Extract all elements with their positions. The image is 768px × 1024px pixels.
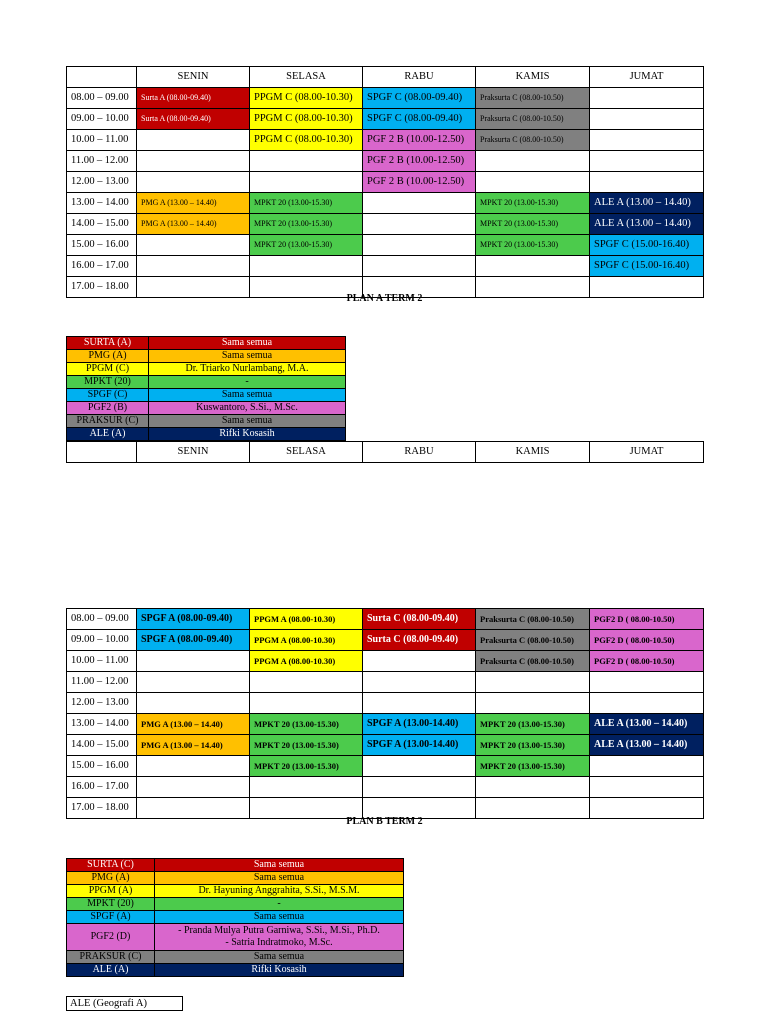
day-header-jumat: JUMAT bbox=[590, 67, 704, 88]
legend-row bbox=[67, 350, 346, 363]
schedule-row bbox=[67, 256, 704, 277]
schedule-row bbox=[67, 630, 704, 651]
time-slot-cell: 10.00 – 11.00 bbox=[67, 651, 137, 672]
time-slot-cell: 10.00 – 11.00 bbox=[67, 130, 137, 151]
legend-course: ALE (A) bbox=[67, 428, 149, 441]
legend-lecturer bbox=[155, 911, 404, 924]
class-session-cell: Praksurta C (08.00-10.50) bbox=[476, 130, 590, 151]
schedule-row bbox=[67, 672, 704, 693]
class-session-cell: SPGF A (13.00-14.40) bbox=[363, 714, 476, 735]
schedule-row bbox=[67, 693, 704, 714]
class-session-cell: ALE A (13.00 – 14.40) bbox=[590, 735, 704, 756]
legend-lecturer: Sama semua bbox=[149, 415, 346, 428]
legend-course: PPGM (A) bbox=[67, 885, 155, 898]
plan-b-legend bbox=[66, 858, 404, 977]
legend-course: PMG (A) bbox=[67, 872, 155, 885]
legend-lecturer bbox=[155, 964, 404, 977]
class-session-cell: PPGM A (08.00-10.30) bbox=[250, 630, 363, 651]
empty-cell bbox=[137, 151, 250, 172]
empty-cell bbox=[363, 693, 476, 714]
legend-course: SPGF (C) bbox=[67, 389, 149, 402]
class-session-cell: MPKT 20 (13.00-15.30) bbox=[250, 756, 363, 777]
plan-b-schedule-table bbox=[66, 608, 704, 819]
empty-cell bbox=[137, 777, 250, 798]
legend-lecturer-line: - Satria Indratmoko, M.Sc. bbox=[225, 937, 333, 948]
legend-row bbox=[67, 389, 346, 402]
empty-cell bbox=[590, 151, 704, 172]
time-slot-cell: 17.00 – 18.00 bbox=[67, 277, 137, 298]
schedule-row bbox=[67, 130, 704, 151]
empty-cell bbox=[137, 756, 250, 777]
legend-row bbox=[67, 415, 346, 428]
legend-row bbox=[67, 859, 404, 872]
class-session-cell: ALE A (13.00 – 14.40) bbox=[590, 714, 704, 735]
legend-lecturer-line: Dr. Hayuning Anggrahita, S.Si., M.S.M. bbox=[198, 885, 360, 896]
empty-cell bbox=[476, 777, 590, 798]
empty-cell bbox=[590, 756, 704, 777]
empty-cell bbox=[590, 88, 704, 109]
legend-course: SURTA (C) bbox=[67, 859, 155, 872]
empty-cell bbox=[363, 193, 476, 214]
schedule-row bbox=[67, 651, 704, 672]
empty-cell bbox=[363, 756, 476, 777]
class-session-cell: PGF2 D ( 08.00-10.50) bbox=[590, 651, 704, 672]
day-header-senin: SENIN bbox=[137, 442, 250, 463]
class-session-cell: MPKT 20 (13.00-15.30) bbox=[250, 735, 363, 756]
class-session-cell: PGF 2 B (10.00-12.50) bbox=[363, 130, 476, 151]
time-slot-cell: 08.00 – 09.00 bbox=[67, 609, 137, 630]
plan-a-legend bbox=[66, 336, 346, 441]
class-session-cell: SPGF C (15.00-16.40) bbox=[590, 235, 704, 256]
legend-lecturer-line: Sama semua bbox=[253, 859, 305, 870]
legend-lecturer-line: Rifki Kosasih bbox=[251, 964, 307, 975]
legend-lecturer: Rifki Kosasih bbox=[149, 428, 346, 441]
legend-row bbox=[67, 872, 404, 885]
empty-cell bbox=[250, 672, 363, 693]
empty-cell bbox=[137, 693, 250, 714]
time-slot-cell: 15.00 – 16.00 bbox=[67, 235, 137, 256]
class-session-cell: Surta C (08.00-09.40) bbox=[363, 630, 476, 651]
legend-course: MPKT (20) bbox=[67, 898, 155, 911]
time-slot-cell: 13.00 – 14.00 bbox=[67, 193, 137, 214]
class-session-cell: MPKT 20 (13.00-15.30) bbox=[250, 714, 363, 735]
class-session-cell: PGF 2 B (10.00-12.50) bbox=[363, 151, 476, 172]
plan-a-caption: PLAN A TERM 2 bbox=[346, 293, 423, 304]
empty-cell bbox=[363, 777, 476, 798]
class-session-cell: PMG A (13.00 – 14.40) bbox=[137, 735, 250, 756]
class-session-cell: MPKT 20 (13.00-15.30) bbox=[476, 756, 590, 777]
day-header-rabu: RABU bbox=[363, 442, 476, 463]
legend-row bbox=[67, 898, 404, 911]
day-header-senin: SENIN bbox=[137, 67, 250, 88]
empty-cell bbox=[363, 256, 476, 277]
class-session-cell: Praksurta C (08.00-10.50) bbox=[476, 630, 590, 651]
empty-cell bbox=[590, 672, 704, 693]
class-session-cell: PPGM C (08.00-10.30) bbox=[250, 109, 363, 130]
schedule-row bbox=[67, 151, 704, 172]
legend-course: PRAKSUR (C) bbox=[67, 951, 155, 964]
class-session-cell: PGF 2 B (10.00-12.50) bbox=[363, 172, 476, 193]
class-session-cell: SPGF C (15.00-16.40) bbox=[590, 256, 704, 277]
schedule-row bbox=[67, 109, 704, 130]
empty-cell bbox=[250, 777, 363, 798]
legend-lecturer bbox=[155, 872, 404, 885]
time-slot-cell: 08.00 – 09.00 bbox=[67, 88, 137, 109]
schedule-row bbox=[67, 735, 704, 756]
time-slot-cell: 17.00 – 18.00 bbox=[67, 798, 137, 819]
schedule-row bbox=[67, 172, 704, 193]
class-session-cell: Praksurta C (08.00-10.50) bbox=[476, 651, 590, 672]
class-session-cell: ALE A (13.00 – 14.40) bbox=[590, 214, 704, 235]
day-header-kamis: KAMIS bbox=[476, 67, 590, 88]
empty-cell bbox=[250, 151, 363, 172]
plan-a-header-row bbox=[67, 67, 704, 88]
legend-lecturer-line: Sama semua bbox=[253, 951, 305, 962]
class-session-cell: SPGF A (13.00-14.40) bbox=[363, 735, 476, 756]
empty-cell bbox=[250, 256, 363, 277]
schedule-row bbox=[67, 756, 704, 777]
legend-lecturer bbox=[155, 885, 404, 898]
legend-row bbox=[67, 428, 346, 441]
time-slot-cell: 12.00 – 13.00 bbox=[67, 172, 137, 193]
day-header-rabu: RABU bbox=[363, 67, 476, 88]
class-session-cell: Praksurta C (08.00-10.50) bbox=[476, 88, 590, 109]
class-session-cell: MPKT 20 (13.00-15.30) bbox=[476, 214, 590, 235]
class-session-cell: SPGF A (08.00-09.40) bbox=[137, 609, 250, 630]
schedule-row bbox=[67, 777, 704, 798]
time-slot-cell: 11.00 – 12.00 bbox=[67, 151, 137, 172]
class-session-cell: PPGM A (08.00-10.30) bbox=[250, 609, 363, 630]
class-session-cell: Surta A (08.00-09.40) bbox=[137, 109, 250, 130]
time-slot-cell: 09.00 – 10.00 bbox=[67, 109, 137, 130]
day-header-selasa: SELASA bbox=[250, 442, 363, 463]
class-session-cell: PMG A (13.00 – 14.40) bbox=[137, 193, 250, 214]
legend-course: PGF2 (D) bbox=[67, 924, 155, 951]
legend-course: PRAKSUR (C) bbox=[67, 415, 149, 428]
empty-cell bbox=[363, 235, 476, 256]
class-session-cell: MPKT 20 (13.00-15.30) bbox=[476, 235, 590, 256]
day-header-kamis: KAMIS bbox=[476, 442, 590, 463]
empty-cell bbox=[250, 172, 363, 193]
time-slot-cell: 16.00 – 17.00 bbox=[67, 256, 137, 277]
legend-course: MPKT (20) bbox=[67, 376, 149, 389]
legend-lecturer bbox=[155, 898, 404, 911]
empty-cell bbox=[137, 651, 250, 672]
legend-row bbox=[67, 337, 346, 350]
time-slot-cell: 09.00 – 10.00 bbox=[67, 630, 137, 651]
empty-cell bbox=[137, 672, 250, 693]
class-session-cell: MPKT 20 (13.00-15.30) bbox=[250, 193, 363, 214]
schedule-row bbox=[67, 609, 704, 630]
empty-cell bbox=[476, 693, 590, 714]
legend-lecturer-line: Sama semua bbox=[253, 872, 305, 883]
class-session-cell: SPGF C (08.00-09.40) bbox=[363, 109, 476, 130]
class-session-cell: PPGM A (08.00-10.30) bbox=[250, 651, 363, 672]
legend-row bbox=[67, 402, 346, 415]
legend-row bbox=[67, 885, 404, 898]
plan-a-schedule-table bbox=[66, 66, 704, 298]
class-session-cell: Praksurta C (08.00-10.50) bbox=[476, 109, 590, 130]
time-slot-cell: 11.00 – 12.00 bbox=[67, 672, 137, 693]
class-session-cell: PGF2 D ( 08.00-10.50) bbox=[590, 609, 704, 630]
legend-lecturer-line: - bbox=[277, 898, 281, 909]
class-session-cell: SPGF C (08.00-09.40) bbox=[363, 88, 476, 109]
legend-row bbox=[67, 924, 404, 951]
time-slot-cell: 16.00 – 17.00 bbox=[67, 777, 137, 798]
empty-cell bbox=[137, 235, 250, 256]
empty-cell bbox=[476, 151, 590, 172]
class-session-cell: MPKT 20 (13.00-15.30) bbox=[476, 735, 590, 756]
empty-cell bbox=[137, 172, 250, 193]
legend-lecturer: Dr. Triarko Nurlambang, M.A. bbox=[149, 363, 346, 376]
day-header-strip bbox=[66, 441, 704, 463]
schedule-row bbox=[67, 193, 704, 214]
empty-cell bbox=[363, 651, 476, 672]
class-session-cell: MPKT 20 (13.00-15.30) bbox=[250, 235, 363, 256]
empty-cell bbox=[250, 693, 363, 714]
legend-lecturer-line: - Pranda Mulya Putra Garniwa, S.Si., M.Si., Ph.D. bbox=[178, 925, 380, 936]
time-header-cell bbox=[67, 67, 137, 88]
empty-cell bbox=[476, 672, 590, 693]
schedule-row bbox=[67, 235, 704, 256]
legend-lecturer: Sama semua bbox=[149, 350, 346, 363]
time-slot-cell: 14.00 – 15.00 bbox=[67, 735, 137, 756]
legend-row bbox=[67, 964, 404, 977]
legend-lecturer: - bbox=[149, 376, 346, 389]
class-session-cell: PPGM C (08.00-10.30) bbox=[250, 88, 363, 109]
legend-lecturer-line: Sama semua bbox=[253, 911, 305, 922]
schedule-row bbox=[67, 88, 704, 109]
legend-row bbox=[67, 363, 346, 376]
empty-cell bbox=[363, 672, 476, 693]
class-session-cell: MPKT 20 (13.00-15.30) bbox=[476, 714, 590, 735]
time-slot-cell: 12.00 – 13.00 bbox=[67, 693, 137, 714]
schedule-row bbox=[67, 714, 704, 735]
legend-lecturer bbox=[155, 859, 404, 872]
empty-cell bbox=[363, 214, 476, 235]
time-header-cell bbox=[67, 442, 137, 463]
legend-lecturer bbox=[155, 951, 404, 964]
empty-cell bbox=[590, 693, 704, 714]
class-session-cell: MPKT 20 (13.00-15.30) bbox=[250, 214, 363, 235]
empty-cell bbox=[590, 109, 704, 130]
empty-cell bbox=[137, 130, 250, 151]
legend-course: PMG (A) bbox=[67, 350, 149, 363]
empty-cell bbox=[590, 172, 704, 193]
legend-lecturer bbox=[155, 924, 404, 951]
schedule-row bbox=[67, 214, 704, 235]
class-session-cell: PPGM C (08.00-10.30) bbox=[250, 130, 363, 151]
class-session-cell: Surta C (08.00-09.40) bbox=[363, 609, 476, 630]
time-slot-cell: 13.00 – 14.00 bbox=[67, 714, 137, 735]
legend-course: SPGF (A) bbox=[67, 911, 155, 924]
legend-course: PGF2 (B) bbox=[67, 402, 149, 415]
legend-lecturer: Kuswantoro, S.Si., M.Sc. bbox=[149, 402, 346, 415]
class-session-cell: PGF2 D ( 08.00-10.50) bbox=[590, 630, 704, 651]
class-session-cell: PMG A (13.00 – 14.40) bbox=[137, 714, 250, 735]
footnote-label: ALE (Geografi A) bbox=[66, 996, 183, 1011]
legend-row bbox=[67, 376, 346, 389]
empty-cell bbox=[137, 256, 250, 277]
class-session-cell: ALE A (13.00 – 14.40) bbox=[590, 193, 704, 214]
day-header-selasa: SELASA bbox=[250, 67, 363, 88]
empty-cell bbox=[590, 130, 704, 151]
time-slot-cell: 15.00 – 16.00 bbox=[67, 756, 137, 777]
time-slot-cell: 14.00 – 15.00 bbox=[67, 214, 137, 235]
empty-cell bbox=[476, 172, 590, 193]
legend-course: ALE (A) bbox=[67, 964, 155, 977]
legend-lecturer: Sama semua bbox=[149, 337, 346, 350]
empty-cell bbox=[590, 777, 704, 798]
legend-row bbox=[67, 951, 404, 964]
legend-course: PPGM (C) bbox=[67, 363, 149, 376]
legend-course: SURTA (A) bbox=[67, 337, 149, 350]
class-session-cell: SPGF A (08.00-09.40) bbox=[137, 630, 250, 651]
plan-b-caption: PLAN B TERM 2 bbox=[346, 816, 423, 827]
legend-lecturer: Sama semua bbox=[149, 389, 346, 402]
class-session-cell: MPKT 20 (13.00-15.30) bbox=[476, 193, 590, 214]
class-session-cell: Surta A (08.00-09.40) bbox=[137, 88, 250, 109]
legend-row bbox=[67, 911, 404, 924]
class-session-cell: Praksurta C (08.00-10.50) bbox=[476, 609, 590, 630]
class-session-cell: PMG A (13.00 – 14.40) bbox=[137, 214, 250, 235]
day-header-jumat: JUMAT bbox=[590, 442, 704, 463]
empty-cell bbox=[476, 256, 590, 277]
